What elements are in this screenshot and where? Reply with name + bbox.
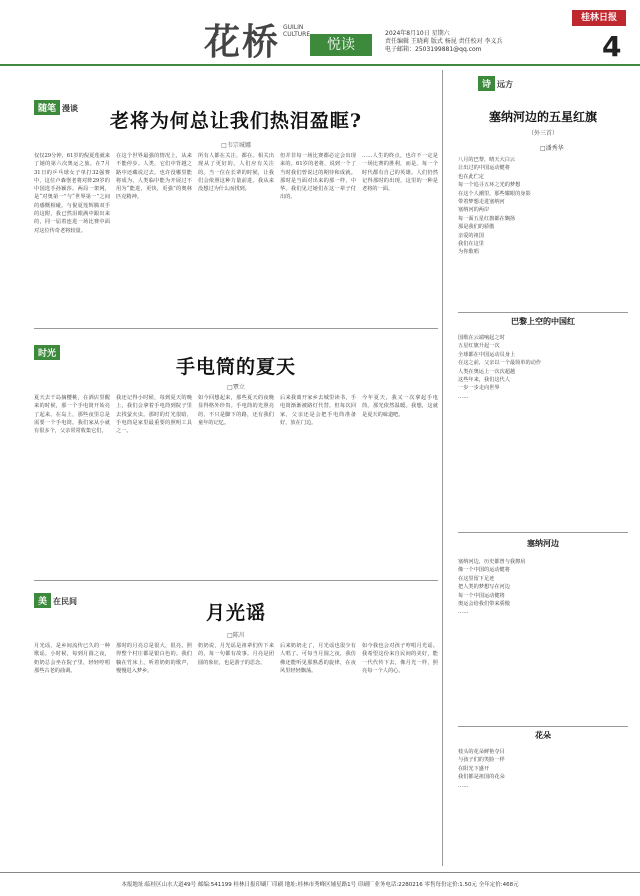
poem-line: 让出过的中国运动健将 bbox=[458, 165, 510, 172]
poem-line: 国歌在云端响起之时 bbox=[458, 335, 505, 341]
issue-info bbox=[385, 30, 545, 54]
poem-line: 每一面五星红旗都在飘扬 bbox=[458, 215, 516, 222]
poem-line: …… bbox=[458, 782, 469, 789]
right-divider-1 bbox=[458, 312, 628, 313]
poem-line: 与孩子们的笑脸一样 bbox=[458, 757, 505, 764]
article2-col-2: 我还记得小时候，每到夏天的晚上，我们会拿着手电筒到院子里去找萤火虫。那时的灯光很暗，手电筒是家里最重要的照明工具之一。 bbox=[116, 395, 192, 435]
right-tag-en: 诗 bbox=[478, 76, 495, 91]
article1-col-3: 所有人都在关注，都在。相关出现从了更好的。人们应有关注的。当一位在长辈的时候，让我们会依照这种力量前进。我从来没想过为什么而找到。 bbox=[198, 153, 274, 193]
poem-line: 每一个中国运动健将 bbox=[458, 592, 505, 599]
poem-line: 我们在这里 bbox=[458, 241, 484, 248]
article2-tag-en: 时光 bbox=[34, 345, 60, 360]
poem-line: 像一个中国的运动健将 bbox=[458, 567, 510, 574]
poem-line: 八月的巴黎，晴天大白云 bbox=[458, 157, 516, 163]
poem-line: 塞纳河边，历史都曾与我擦肩 bbox=[458, 559, 526, 565]
article3-col-4: 后来奶奶走了，月光谣也很少有人唱了。可每当月圆之夜，我仿佛还能听见那熟悉的旋律，在夜风里轻轻飘荡。 bbox=[280, 643, 356, 674]
masthead-title: 花桥 bbox=[204, 21, 281, 63]
poem-line: 全球都在中国运动员身上 bbox=[458, 351, 516, 358]
article2-byline: □覃立 bbox=[227, 384, 245, 391]
poem-line: …… bbox=[458, 609, 469, 616]
poem3-title: 塞纳河边 bbox=[527, 538, 559, 548]
poem-line: 每一个追寻五环之光的梦想 bbox=[458, 182, 521, 189]
poem-line: 在这里留下足迹 bbox=[458, 575, 495, 582]
article1-col-1: 仅仅29分钟，61岁的倪夏莲就来了她的第六次奥运之旅。在7月31日的乒乓球女子单打32强赛中，这位卢森堡老将对阵29岁的中国选手孙颖莎。两局一架网，是“对奥第一”与“世界第一”之间的感慨相碰。与倪夏莲辉腾双手的这附，我已然泪眼满中跟出来的，同一届着连进一场比赛中面对这位传奇老将较量。 bbox=[34, 153, 110, 234]
poem-line: 塞纳河的两岸 bbox=[458, 207, 490, 214]
article1-tag-cn: 漫谈 bbox=[62, 104, 79, 113]
poem2-title: 巴黎上空的中国红 bbox=[511, 316, 575, 326]
poem-line: 人类在奥运上一次次超越 bbox=[458, 368, 516, 375]
article3-body bbox=[34, 642, 438, 864]
article2-title: 手电筒的夏天 bbox=[175, 356, 296, 378]
article1-col-5: ……人生的终点，也许不一定是一场比赛的胜利，而是。每一个时代都有自己的英雄。人们仍然记得那时的出现，这里的一种是老将的一面。 bbox=[362, 153, 438, 193]
article1-tag-en: 随笔 bbox=[34, 100, 60, 115]
poem-line: 也在此伫定 bbox=[458, 173, 484, 180]
issue-email: 电子邮箱：2503199881@qq.com bbox=[385, 46, 482, 53]
poem-line: …… bbox=[458, 393, 469, 400]
article3-col-5: 如今我也会对孩子哼唱月光谣。我希望这份来自民间的美好，能一代代传下去，像月光一样，照亮每一个人的心。 bbox=[362, 643, 438, 674]
poem-line: 一步一步走向世界 bbox=[458, 385, 500, 392]
right-tag-cn: 远方 bbox=[497, 80, 514, 89]
article1-title: 老将为何总让我们热泪盈眶? bbox=[109, 110, 363, 132]
poem1-body bbox=[458, 156, 628, 304]
poem-line: 在阳光下盛开 bbox=[458, 765, 490, 772]
article2-col-1: 夏天去干岛摘樱桃，在酒店里醒来的时候，那一个手电筒开始亮了起来。在岛上，那些夜里总是需要一个手电筒。我们家从小就有很多个，父亲常常收集它们。 bbox=[34, 395, 110, 435]
masthead-rule bbox=[0, 64, 640, 66]
poem-line: 五星红旗升起一次 bbox=[458, 343, 500, 350]
right-divider-3 bbox=[458, 726, 628, 727]
article3-tag-en: 美 bbox=[34, 593, 51, 608]
poem-line: 带着梦想走进塞纳河 bbox=[458, 199, 505, 206]
page-number: 4 bbox=[602, 30, 622, 63]
poem-line: 亲爱的祖国 bbox=[458, 232, 484, 239]
right-tag bbox=[478, 76, 513, 91]
article3-byline: □陈川 bbox=[227, 632, 245, 639]
poem4-body bbox=[458, 748, 628, 858]
poem3-body bbox=[458, 558, 628, 696]
poem-line: 我们都是祖国的花朵 bbox=[458, 774, 505, 781]
poem1-subtitle: （外三首） bbox=[527, 130, 558, 137]
article2-body bbox=[34, 394, 438, 574]
article1-col-2: 在这个世界最强的情况上，从来不能停步。人类，它们中背越之路中还藏说过去。也许没哪里能将成为。人类临中能为开展过不用为“能进，更快，更强”的奥林匹克精神。 bbox=[116, 153, 192, 201]
article3-col-1: 月光谣，是乡间流传已久的一种歌谣。小时候，每到月圆之夜，奶奶总会坐在院子里，轻轻哼唱那些古老的曲调。 bbox=[34, 643, 110, 674]
article3-tag-cn: 在民间 bbox=[53, 597, 78, 606]
article2-col-5: 今年夏天，我又一次拿起手电筒。那光依然温暖。我想，这就是夏天的味道吧。 bbox=[362, 395, 438, 418]
article1-col-4: 但并非每一场比赛都必定会出现来的。61岁的老将，说到一个了当时我们曾说过的期待和成就。那时是当面对出来的那一样，中华。我们见过她们在这一辈子付出的。 bbox=[280, 153, 356, 201]
article3-col-2: 那时的月亮总是很大，很亮，照得整个村庄都是银白色的。我们躺在竹床上，听着奶奶的歌声，慢慢进入梦乡。 bbox=[116, 643, 192, 674]
masthead-pinyin: GUILIN CULTURE bbox=[283, 24, 311, 38]
article1-body bbox=[34, 152, 438, 322]
poem-line: 在这个人潮里，那些耀眼的身影 bbox=[458, 190, 531, 197]
right-divider-2 bbox=[458, 532, 628, 533]
poem4-title: 花朵 bbox=[535, 730, 551, 740]
divider-1 bbox=[34, 328, 438, 329]
poem-line: 把人类的梦想写在河边 bbox=[458, 584, 510, 591]
column-badge: 悦读 bbox=[310, 34, 372, 56]
article3-col-3: 奶奶说，月光谣是祖辈们传下来的，每一句都有故事。月亮是团圆的象征，也是游子的思念。 bbox=[198, 643, 274, 666]
article1-byline: □韦宗城娜 bbox=[221, 142, 251, 149]
poem1-byline: □潘秀华 bbox=[540, 145, 564, 152]
article3-title: 月光谣 bbox=[205, 602, 266, 624]
poem-line: 奥运会给我们带来骄傲 bbox=[458, 601, 510, 608]
divider-2 bbox=[34, 580, 438, 581]
newspaper-logo: 桂林日报 bbox=[572, 10, 626, 26]
issue-date: 2024年8月10日 星期六 bbox=[385, 30, 450, 37]
footer: 本报地址:临桂区山水大道49号 邮编:541199 桂林日报印刷厂印刷 地址:桂林市秀峰区辅星路1号 印刷厂业务电话:2280216 零售每份定价:1.50元 全年定价:468元 bbox=[0, 872, 640, 896]
poem-line: 那是我们的骄傲 bbox=[458, 224, 495, 231]
poem2-body bbox=[458, 334, 628, 524]
article2-col-4: 后来我离开家乡去城里读书，手电筒渐渐被路灯代替。但每次回家，父亲还是会把手电筒准备好，放在门边。 bbox=[280, 395, 356, 426]
poem1-title: 塞纳河边的五星红旗 bbox=[488, 110, 597, 124]
poem-line: 枝头的花朵鲜艳夺目 bbox=[458, 749, 505, 755]
poem-line: 在这之前，父亲以一个最简单的动作 bbox=[458, 360, 542, 367]
issue-editor: 责任编辑 王晓莉 版式 杨昆 责任校对 李义兵 bbox=[385, 38, 503, 45]
article2-col-3: 如今回想起来，那些夏天的夜晚显得格外珍贵。手电筒的光照亮的，不只是脚下的路，还有我们童年的记忆。 bbox=[198, 395, 274, 426]
poem-line: 这些年来，我们这代人 bbox=[458, 377, 510, 384]
column-divider bbox=[442, 70, 443, 866]
poem-line: 为你歌唱 bbox=[458, 249, 479, 256]
masthead bbox=[0, 0, 640, 70]
